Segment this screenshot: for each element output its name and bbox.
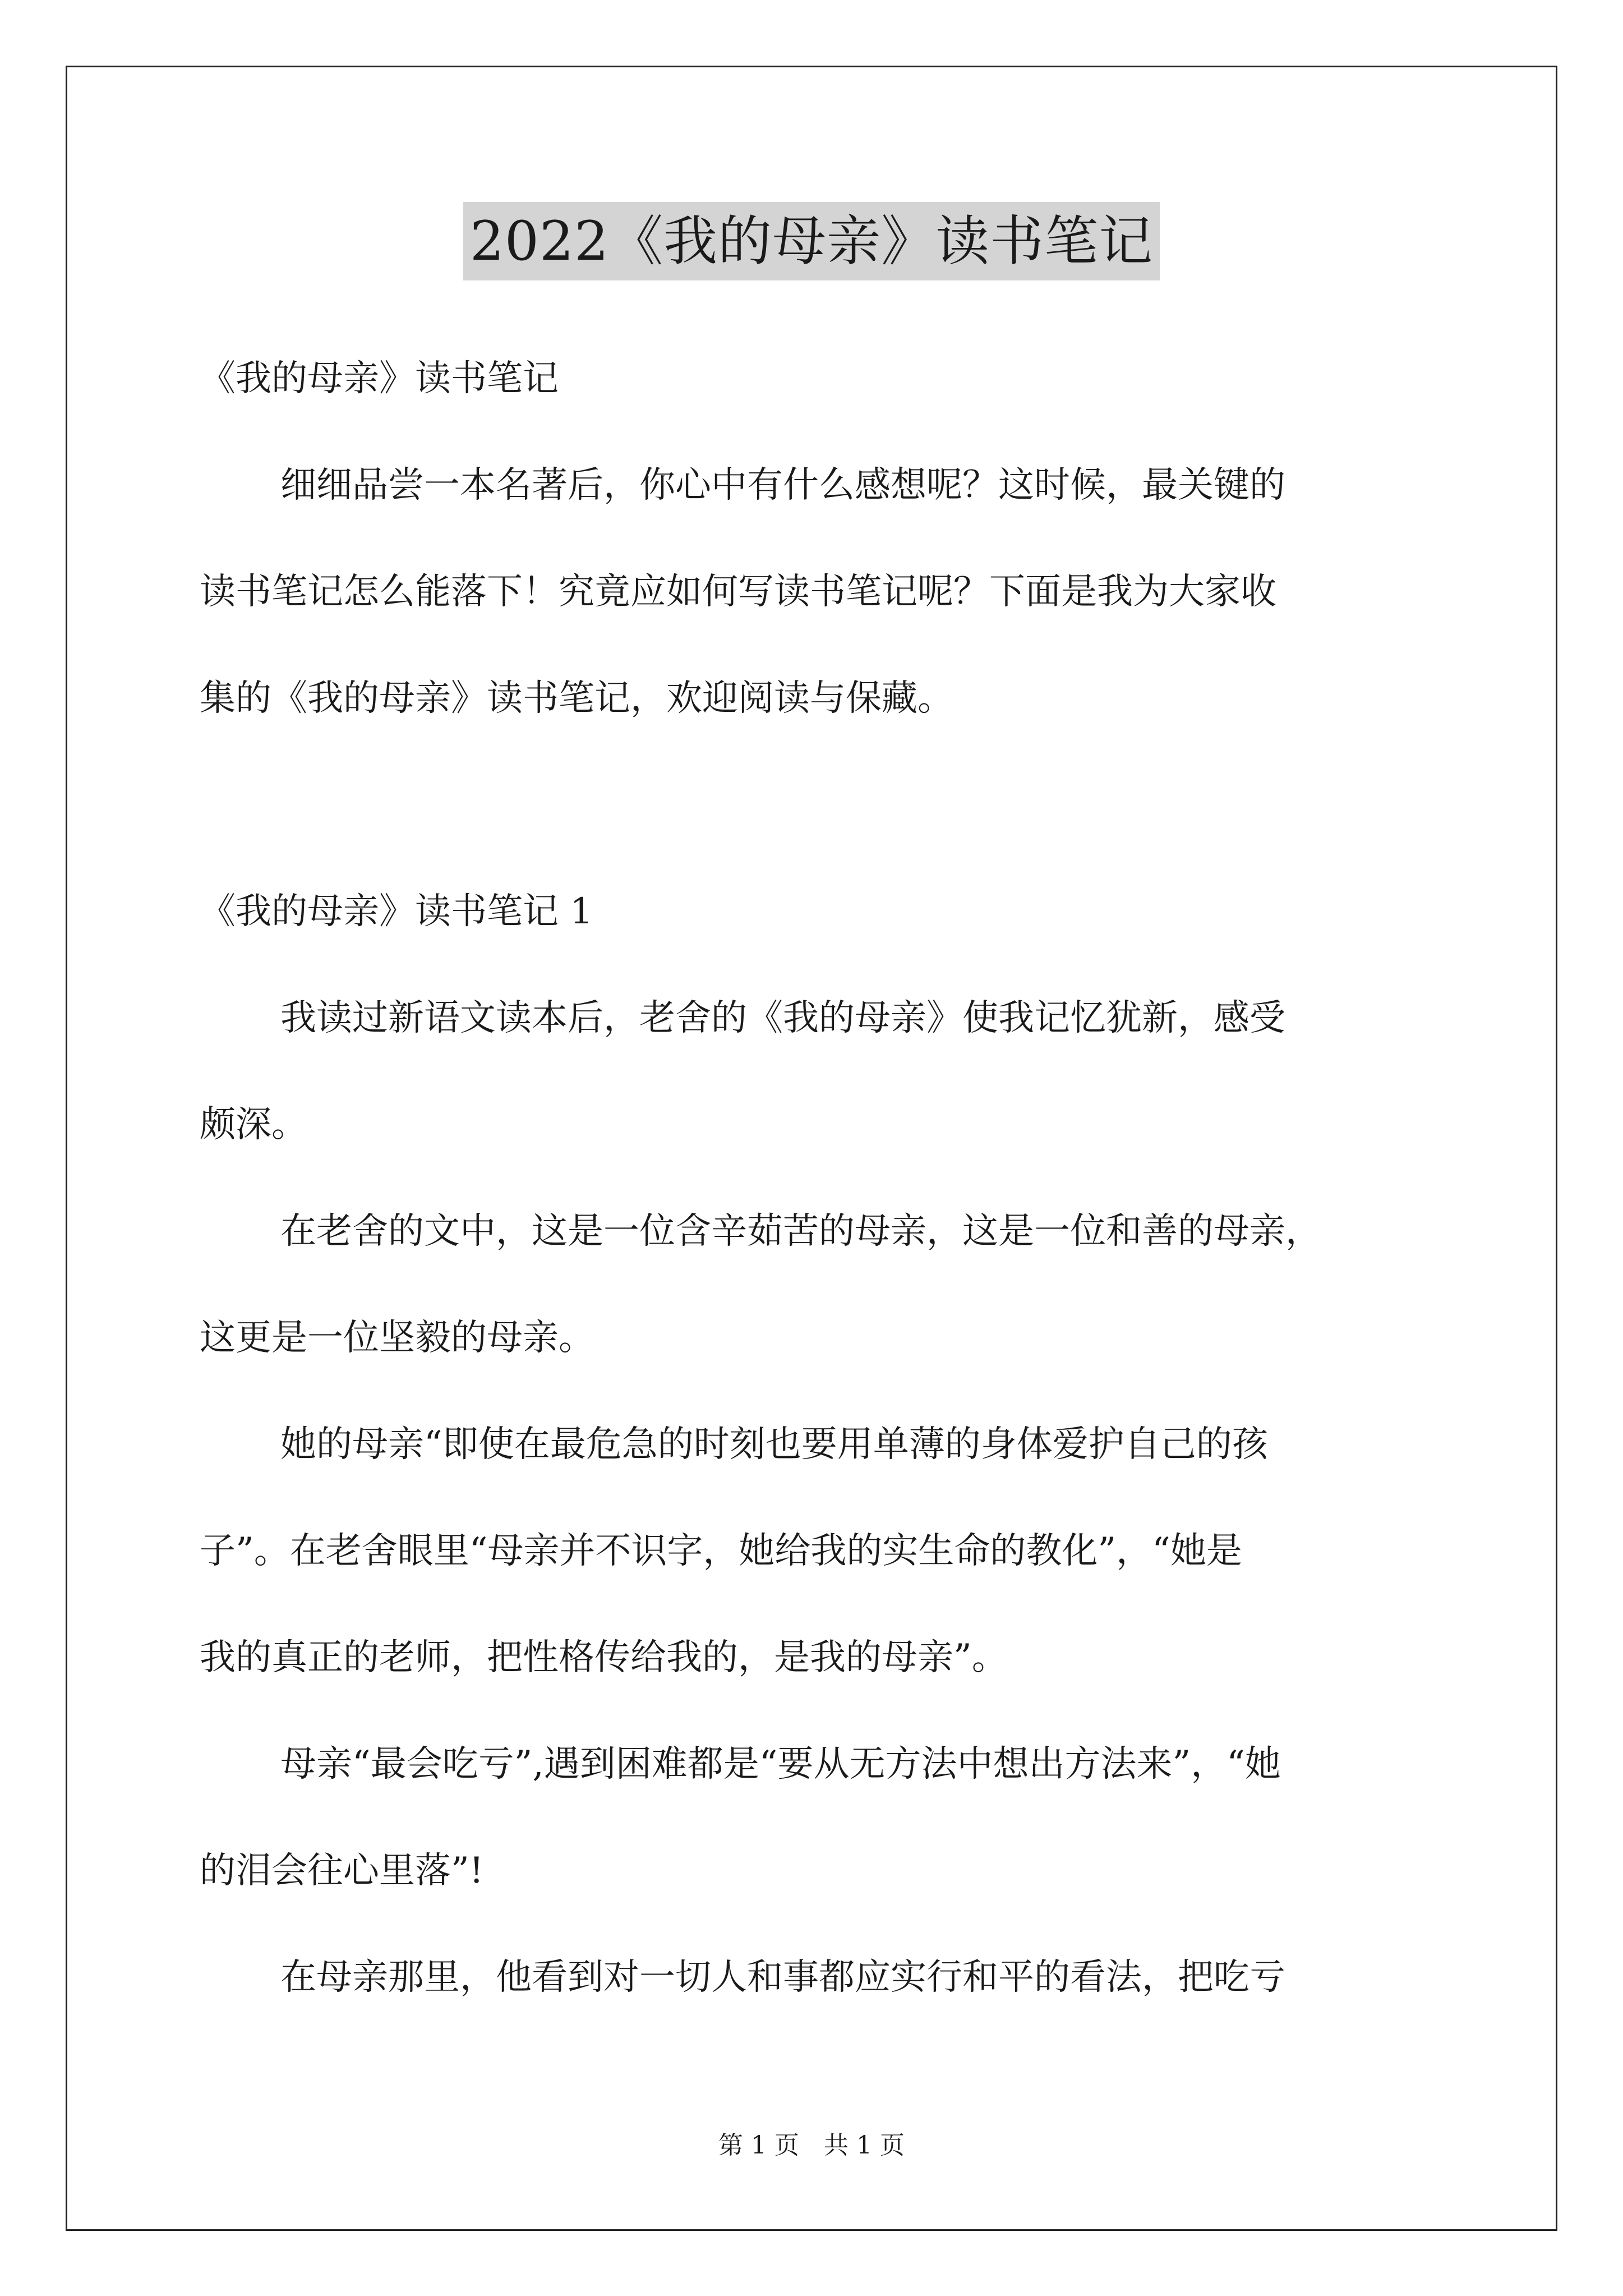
paragraph-line: 她的母亲“即使在最危急的时刻也要用单薄的身体爱护自己的孩 (280, 1424, 1268, 1465)
intro-line: 集的《我的母亲》读书笔记，欢迎阅读与保藏。 (200, 678, 953, 719)
intro-line: 读书笔记怎么能落下！究竟应如何写读书笔记呢？下面是我为大家收 (200, 571, 1276, 613)
paragraph-line: 的泪会往心里落”! (200, 1850, 484, 1892)
title-container (0, 202, 1623, 280)
paragraph-line: 在母亲那里，他看到对一切人和事都应实行和平的看法，把吃亏 (280, 1957, 1285, 1998)
paragraph-line: 我读过新语文读本后，老舍的《我的母亲》使我记忆犹新，感受 (280, 997, 1285, 1039)
paragraph-line: 在老舍的文中，这是一位含辛茹苦的母亲，这是一位和善的母亲， (280, 1211, 1321, 1252)
paragraph-line: 这更是一位坚毅的母亲。 (200, 1317, 594, 1359)
section-heading: 《我的母亲》读书笔记 1 (200, 891, 593, 932)
document-title: 2022《我的母亲》读书笔记 (463, 202, 1160, 280)
paragraph-line: 我的真正的老师，把性格传给我的，是我的母亲”。 (200, 1637, 1008, 1678)
page-footer: 第 1 页 共 1 页 (718, 2131, 905, 2160)
subtitle: 《我的母亲》读书笔记 (200, 358, 559, 399)
paragraph-line: 子”。在老舍眼里“母亲并不识字，她给我的实生命的教化”，“她是 (200, 1530, 1242, 1572)
paragraph-line: 母亲“最会吃亏”,遇到困难都是“要从无方法中想出方法来”，“她 (280, 1743, 1281, 1785)
paragraph-line: 颇深。 (200, 1104, 307, 1145)
intro-line: 细细品尝一本名著后，你心中有什么感想呢？这时候，最关键的 (280, 464, 1285, 506)
